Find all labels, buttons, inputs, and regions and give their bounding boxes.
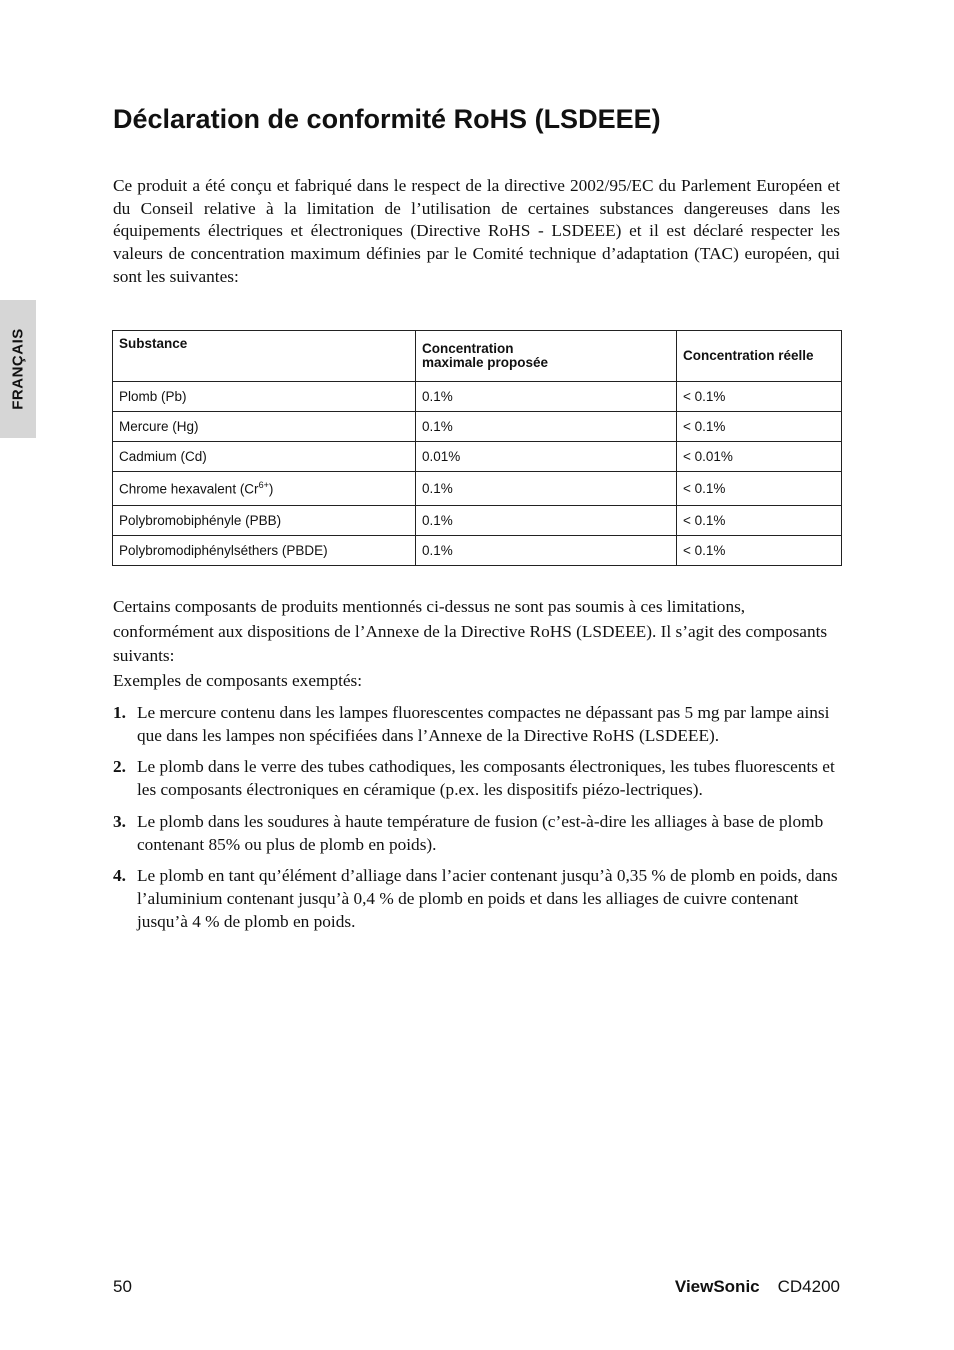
intro-paragraph: Ce produit a été conçu et fabriqué dans le respect de la directive 2002/95/EC du Parlement Européen et du Conseil relative à la limitation de l’utilisation de certaines substances dangereuses dans les équipements électriques et électroniques (Directive RoHS - LSDEEE) et il est déclaré respecter les valeurs de concentration maximum définies par le Comité technique d’adaptation (TAC) européen, qui sont les suivantes:	[113, 176, 840, 286]
header-actual-concentration: Concentration réelle	[677, 331, 842, 382]
item-number: 2.	[113, 757, 126, 777]
exemption-list	[113, 702, 840, 942]
brand-name: ViewSonic	[674, 1277, 760, 1296]
cell-actual: < 0.1%	[677, 472, 842, 506]
list-item	[113, 702, 840, 747]
exemptions-intro	[113, 595, 840, 693]
substance-name: Chrome hexavalent (Cr	[119, 481, 259, 497]
cell-actual: < 0.1%	[677, 412, 842, 442]
table-row	[113, 442, 842, 472]
header-max-line1: Concentration	[422, 341, 514, 356]
cell-max: 0.1%	[416, 472, 677, 506]
item-text: Le mercure contenu dans les lampes fluorescentes compactes ne dépassant pas 5 mg par lampe ainsi que dans les lampes non spécifiées dans l’Annexe de la Directive RoHS (LSDEEE).	[137, 703, 830, 745]
substance-suffix: )	[268, 481, 274, 497]
cell-substance: Polybromobiphényle (PBB)	[113, 506, 416, 536]
table-row	[113, 382, 842, 412]
substance-superscript: 6+	[258, 480, 269, 491]
cell-substance: Polybromodiphénylséthers (PBDE)	[113, 536, 416, 566]
language-tab	[0, 300, 36, 438]
page-title: Déclaration de conformité RoHS (LSDEEE)	[113, 104, 661, 134]
page-number: 50	[113, 1277, 132, 1296]
item-text: Le plomb dans les soudures à haute température de fusion (c’est-à-dire les alliages à base de plomb contenant 85% ou plus de plomb en poids).	[137, 811, 824, 854]
table-row	[113, 412, 842, 442]
cell-actual: < 0.01%	[677, 442, 842, 472]
cell-actual: < 0.1%	[677, 536, 842, 566]
cell-max: 0.01%	[416, 442, 677, 472]
list-item	[113, 865, 840, 933]
page-footer	[113, 1277, 840, 1299]
table-row	[113, 472, 842, 506]
cell-max: 0.1%	[416, 536, 677, 566]
cell-actual: < 0.1%	[677, 382, 842, 412]
item-number: 3.	[113, 811, 126, 831]
cell-max: 0.1%	[416, 412, 677, 442]
item-text: Le plomb en tant qu’élément d’alliage dans l’acier contenant jusqu’à 0,35 % de plomb en poids, dans l’aluminium contenant jusqu’à 0,4 % de plomb en poids et dans les alliages de cuivre contenant jusqu’à 4 % de plomb en poids.	[137, 866, 838, 931]
exemptions-paragraph: Certains composants de produits mentionnés ci-dessus ne sont pas soumis à ces limitations, conformément aux dispositions de l’Annexe de la Directive RoHS (LSDEEE). Il s’agit des composants suivants:	[113, 597, 828, 665]
header-substance: Substance	[113, 331, 416, 382]
list-item	[113, 811, 840, 856]
table-row	[113, 506, 842, 536]
header-max-line2: maximale proposée	[422, 355, 549, 370]
item-number: 1.	[113, 703, 126, 722]
header-max-concentration	[416, 331, 677, 382]
item-number: 4.	[113, 866, 126, 886]
cell-max: 0.1%	[416, 382, 677, 412]
cell-substance: Plomb (Pb)	[113, 382, 416, 412]
table-header-row	[113, 331, 842, 382]
model-name: CD4200	[777, 1277, 840, 1296]
item-text: Le plomb dans le verre des tubes cathodiques, les composants électroniques, les tubes fluorescents et les composants électroniques en céramique (p.ex. les dispositifs piézo-lectriques).	[137, 757, 835, 800]
footer-product	[675, 1277, 840, 1297]
cell-max: 0.1%	[416, 506, 677, 536]
cell-actual: < 0.1%	[677, 506, 842, 536]
table-row	[113, 536, 842, 566]
cell-substance	[113, 472, 416, 506]
examples-heading: Exemples de composants exemptés:	[113, 670, 363, 690]
rohs-table	[112, 330, 842, 566]
cell-substance: Mercure (Hg)	[113, 412, 416, 442]
cell-substance: Cadmium (Cd)	[113, 442, 416, 472]
language-tab-label: FRANÇAIS	[9, 328, 27, 410]
list-item	[113, 756, 840, 801]
